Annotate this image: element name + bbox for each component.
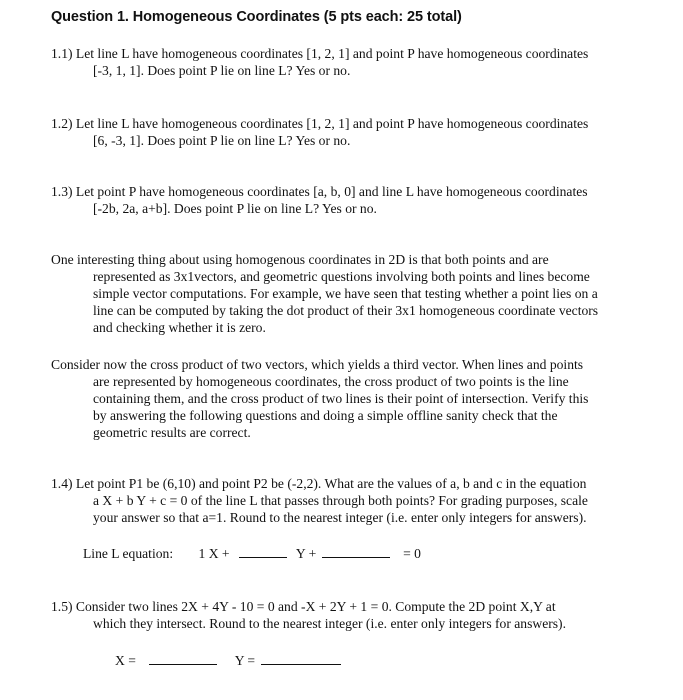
para1-line4: line can be computed by taking the dot product of their 3x1 homogeneous coordinate vectors [93, 303, 599, 318]
para2-line1: Consider now the cross product of two vectors, which yields a third vector. When lines and points [51, 357, 584, 372]
para1-line5: and checking whether it is zero. [93, 320, 266, 335]
y-answer-label: Y = [234, 653, 256, 668]
y-answer-blank[interactable] [261, 652, 341, 665]
para2-line5: geometric results are correct. [93, 425, 251, 440]
intersection-answer-row [115, 652, 347, 669]
q13-line2: [-2b, 2a, a+b]. Does point P lie on line L? Yes or no. [93, 201, 377, 216]
question-1-2 [51, 115, 588, 149]
para1-line3: simple vector computations. For example, we have seen that testing whether a point lies on a [93, 286, 598, 301]
question-1-1 [51, 45, 588, 79]
para2-line3: containing them, and the cross product of two lines is their point of intersection. Verify this [93, 391, 589, 406]
para1-line2: represented as 3x1vectors, and geometric questions involving both points and lines become [93, 269, 590, 284]
q11-line1: 1.1) Let line L have homogeneous coordinates [1, 2, 1] and point P have homogeneous coordinates [51, 46, 589, 61]
equation-x-term: 1 X + [198, 546, 230, 561]
answer-c-blank[interactable] [322, 545, 390, 558]
question-title: Question 1. Homogeneous Coordinates (5 pts each: 25 total) [51, 9, 462, 25]
question-1-3 [51, 183, 588, 217]
question-1-4 [51, 475, 588, 526]
para2-line2: are represented by homogeneous coordinates, the cross product of two points is the line [93, 374, 569, 389]
q15-line2: which they intersect. Round to the nearest integer (i.e. enter only integers for answers). [93, 616, 566, 631]
equation-y-term: Y + [295, 546, 317, 561]
q14-line1: 1.4) Let point P1 be (6,10) and point P2 be (-2,2). What are the values of a, b and c in the equation [51, 476, 587, 491]
line-equation-row [83, 545, 421, 562]
para1-line1: One interesting thing about using homogenous coordinates in 2D is that both points and are [51, 252, 549, 267]
q12-line2: [6, -3, 1]. Does point P lie on line L? Yes or no. [93, 133, 351, 148]
q13-line1: 1.3) Let point P have homogeneous coordinates [a, b, 0] and line L have homogeneous coordinates [51, 184, 588, 199]
q14-line3: your answer so that a=1. Round to the nearest integer (i.e. enter only integers for answers). [93, 510, 587, 525]
homogeneous-intro-paragraph [51, 251, 598, 336]
para2-line4: by answering the following questions and doing a simple offline sanity check that the [93, 408, 558, 423]
q15-line1: 1.5) Consider two lines 2X + 4Y - 10 = 0 and -X + 2Y + 1 = 0. Compute the 2D point X,Y at [51, 599, 556, 614]
question-1-5 [51, 598, 566, 632]
equation-equals-zero: = 0 [403, 546, 421, 561]
q12-line1: 1.2) Let line L have homogeneous coordinates [1, 2, 1] and point P have homogeneous coordinates [51, 116, 589, 131]
q14-line2: a X + b Y + c = 0 of the line L that passes through both points? For grading purposes, scale [93, 493, 588, 508]
answer-b-blank[interactable] [239, 545, 287, 558]
x-answer-blank[interactable] [149, 652, 217, 665]
x-answer-label: X = [115, 653, 136, 668]
q11-line2: [-3, 1, 1]. Does point P lie on line L? Yes or no. [93, 63, 351, 78]
line-equation-label: Line L equation: [83, 546, 174, 561]
cross-product-paragraph [51, 356, 588, 441]
